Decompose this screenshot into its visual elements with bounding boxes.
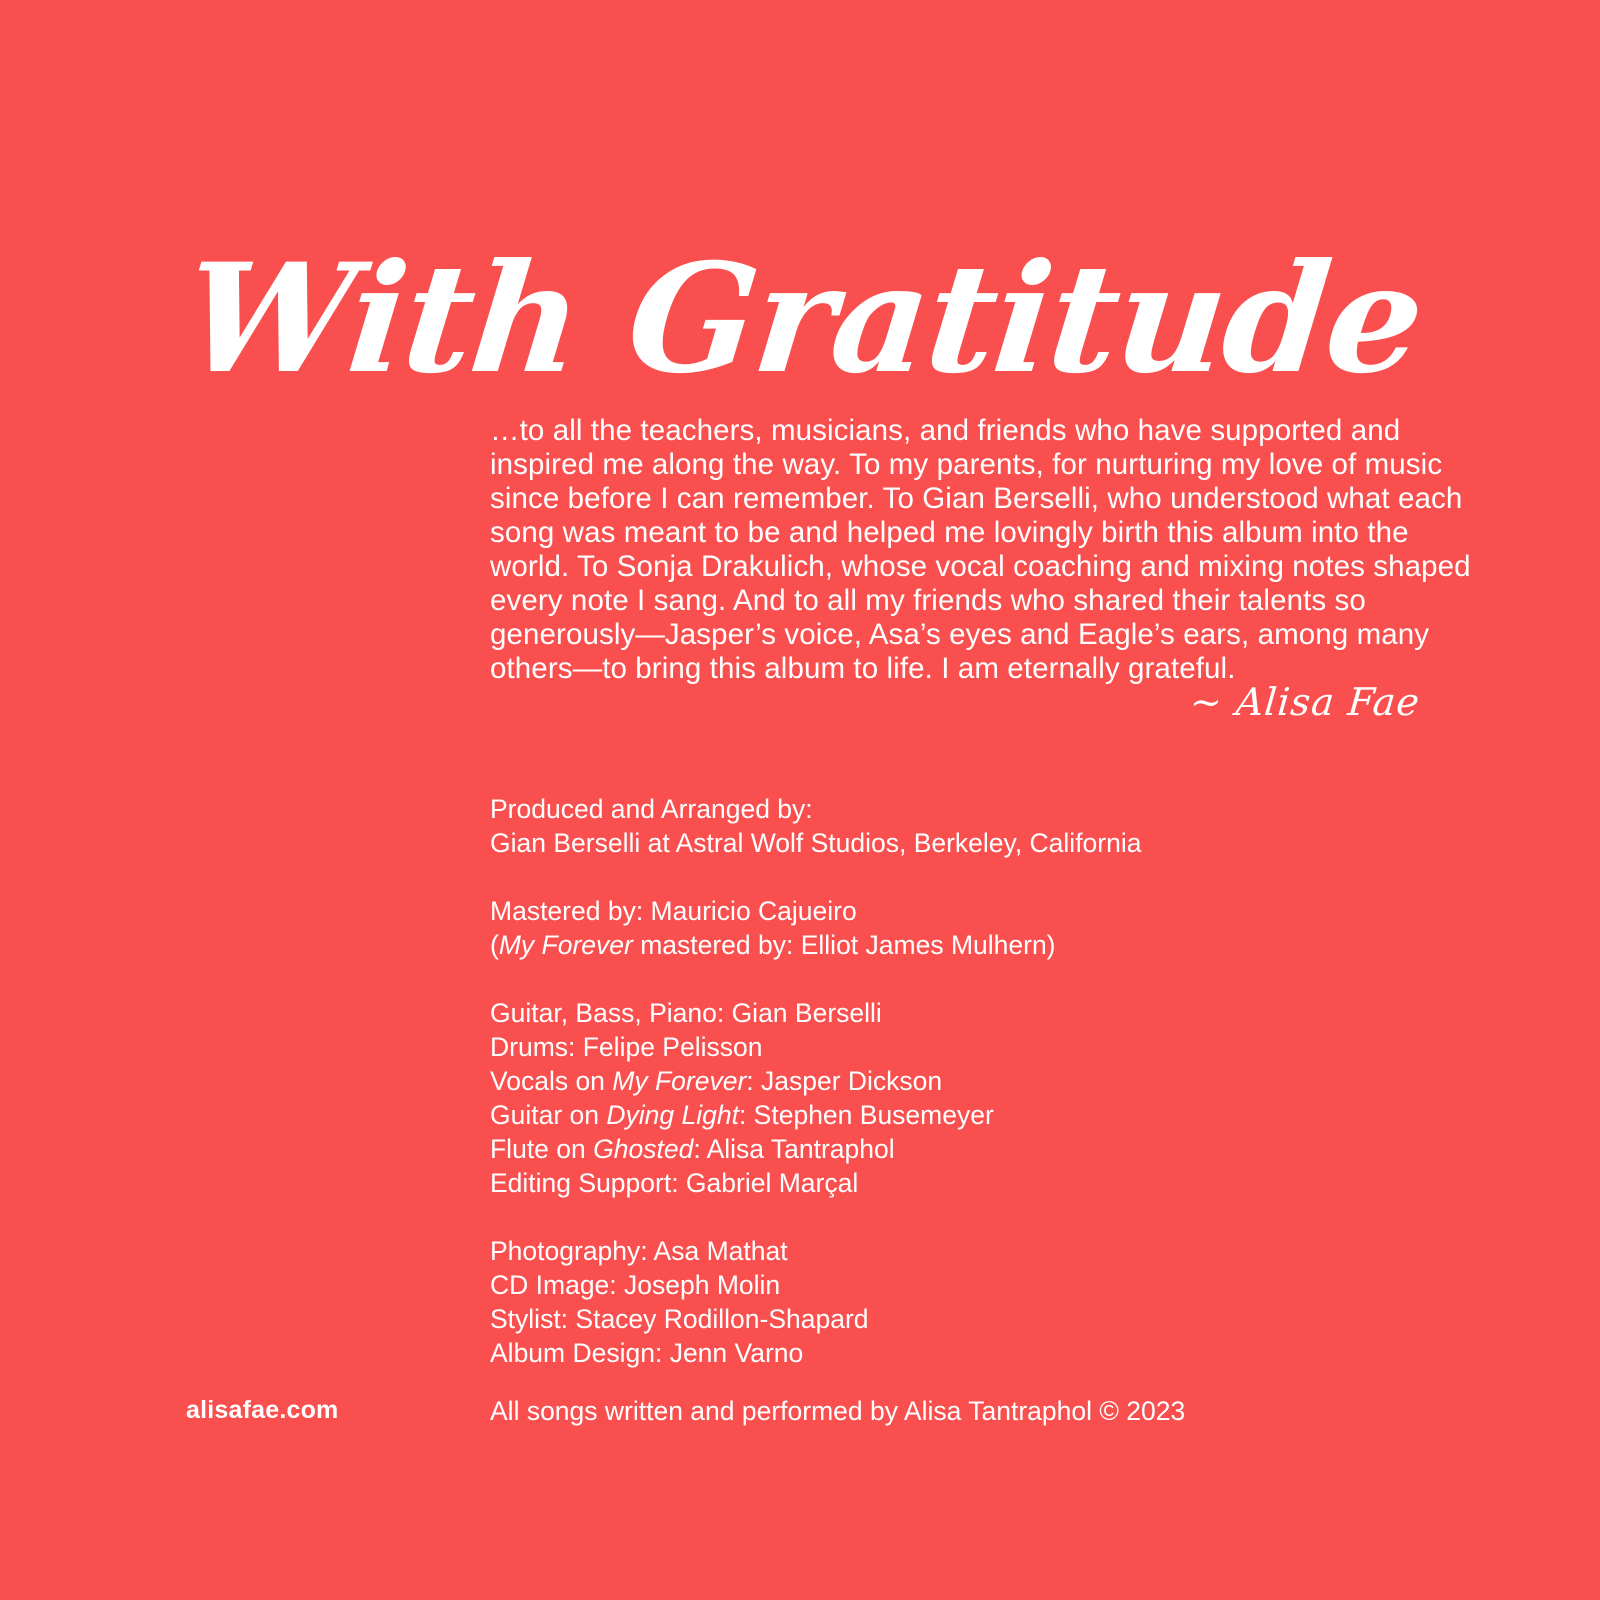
production-detail: Gian Berselli at Astral Wolf Studios, Berkeley, California [490,828,1142,858]
musician-line [490,1098,1510,1132]
mastering-paren-rest: mastered by: Elliot James Mulhern) [632,930,1056,960]
website-link[interactable]: alisafae.com [186,1396,339,1424]
musician-line [490,1166,1510,1200]
credit-block-musicians [490,996,1510,1200]
mastering-paren-open: ( [490,930,499,960]
visual-credit-line: Stylist: Stacey Rodillon-Shapard [490,1304,869,1334]
signature: ~ Alisa Fae [1188,680,1422,724]
musician-line-prefix: Flute on [490,1134,594,1164]
copyright-notice: All songs written and performed by Alisa Tantraphol © 2023 [490,1396,1186,1426]
musician-line-prefix: Drums: Felipe Pelisson [490,1032,763,1062]
production-label: Produced and Arranged by: [490,794,813,824]
musician-line-prefix: Vocals on [490,1066,613,1096]
visual-credit-line: Album Design: Jenn Varno [490,1338,804,1368]
credit-block-visuals [490,1234,1510,1370]
musician-line [490,1030,1510,1064]
visual-credit-line: CD Image: Joseph Molin [490,1270,781,1300]
musician-line-song: Ghosted [593,1134,694,1164]
musician-line [490,1132,1510,1166]
credit-block-mastering [490,894,1510,962]
musician-line-prefix: Guitar on [490,1100,607,1130]
credit-block-production [490,792,1510,860]
musician-line-suffix: : Alisa Tantraphol [693,1134,895,1164]
musician-line-suffix: : Stephen Busemeyer [738,1100,994,1130]
musician-line-prefix: Guitar, Bass, Piano: Gian Berselli [490,998,882,1028]
musician-line-song: Dying Light [606,1100,739,1130]
musician-line-song: My Forever [612,1066,747,1096]
song-title-my-forever: My Forever [498,930,633,960]
gratitude-paragraph: …to all the teachers, musicians, and friends who have supported and inspired me along the way. To my parents, for nurturing my love of music since before I can remember. To Gian Berselli, who understood what each song was meant to be and helped me lovingly birth this album into the world. To Sonja Drakulich, whose vocal coaching and mixing notes shaped every note I sang. And to all my friends who shared their talents so generously—Jasper’s voice, Asa’s eyes and Eagle’s ears, among many others—to bring this album to life. I am eternally grateful. [490,413,1471,685]
mastering-line: Mastered by: Mauricio Cajueiro [490,896,857,926]
credits-section [490,792,1510,1370]
page-title: With Gratitude [176,230,1430,407]
musician-line [490,1064,1510,1098]
musician-line-suffix: : Jasper Dickson [746,1066,943,1096]
musician-line-prefix: Editing Support: Gabriel Marçal [490,1168,859,1198]
visual-credit-line: Photography: Asa Mathat [490,1236,788,1266]
musician-line [490,996,1510,1030]
mastering-exception-line [490,928,1510,962]
